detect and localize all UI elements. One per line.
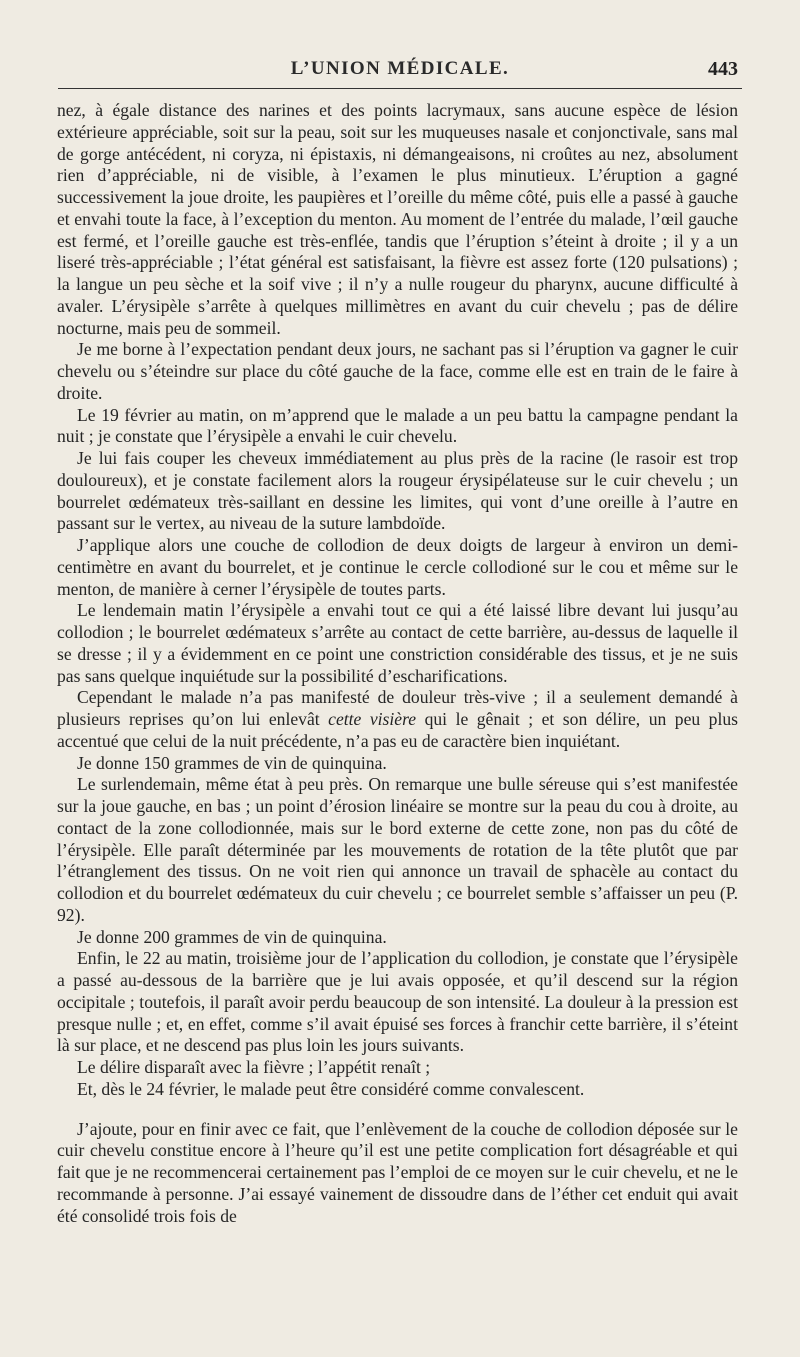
emphasis-text: cette visière xyxy=(328,709,417,729)
paragraph: J’applique alors une couche de collodion de deux doigts de largeur à environ un demi-centimètre en avant du bourrelet, et je continue le cercle collodioné sur le cou et même sur le menton, de manière à cerner l’érysipèle de toutes parts. xyxy=(57,535,738,599)
paragraph-text: qui le gênait ; et son délire, un peu plus accentué que celui de la nuit précédente, n’a pas eu de caractère bien inquiétant. xyxy=(57,709,739,751)
paragraph: Je me borne à l’expectation pendant deux jours, ne sachant pas si l’éruption va gagner le cuir chevelu ou s’éteindre sur place du côté gauche de la face, comme elle est en train de le faire à droite. xyxy=(57,339,738,403)
running-header xyxy=(0,54,800,84)
paragraph: nez, à égale distance des narines et des points lacrymaux, sans aucune espèce de lésion extérieure appréciable, soit sur la peau, soit sur les muqueuses nasale et conjonctivale, sans mal de gorge antécédent, ni coryza, ni épistaxis, ni démangeaisons, ni croûtes au nez, absolument rien d’appréciable, ni de visible, à l’examen le plus minutieux. L’éruption a gagné successivement la joue droite, les paupières et l’oreille du même côté, puis elle a passé à gauche et envahi toute la face, à l’exception du menton. Au moment de l’entrée du malade, l’œil gauche est fermé, et l’oreille gauche est très-enflée, tandis que l’éruption s’éteint à droite ; il y a un liseré très-appréciable ; l’état général est satisfaisant, la fièvre est assez forte (120 pulsations) ; la langue un peu sèche et la soif vive ; il n’y a nulle rougeur du pharynx, aucune difficulté à avaler. L’érysipèle s’arrête à quelques millimètres en avant du cuir chevelu ; pas de délire nocturne, mais peu de sommeil. xyxy=(57,100,738,338)
paragraph: Je donne 200 grammes de vin de quinquina. xyxy=(77,926,387,947)
paragraph: Le 19 février au matin, on m’apprend que le malade a un peu battu la campagne pendant la nuit ; je constate que l’érysipèle a envahi le cuir chevelu. xyxy=(57,404,738,447)
paragraph: Et, dès le 24 février, le malade peut être considéré comme convalescent. xyxy=(77,1078,585,1099)
paragraph: J’ajoute, pour en finir avec ce fait, que l’enlèvement de la couche de collodion déposée sur le cuir chevelu constitue encore à l’heure qu’il est une petite complication fort désagréable et qui fait que je ne recommencerai certainement pas l’emploi de ce moyen sur le cuir chevelu, et ne le recommande à personne. J’ai essayé vainement de dissoudre dans de l’éther cet enduit qui avait été consolidé trois fois de xyxy=(57,1118,738,1226)
journal-title: L’UNION MÉDICALE. xyxy=(290,58,510,79)
paragraph: Le lendemain matin l’érysipèle a envahi tout ce qui a été laissé libre devant lui jusqu’au collodion ; le bourrelet œdémateux s’arrête au contact de cette barrière, au-dessus de laquelle il se dresse ; il y a évidemment en ce point une constriction considérable des tissus, et je ne suis pas sans quelque inquiétude sur la possibilité d’escharifications. xyxy=(57,600,738,686)
article-body xyxy=(57,100,738,1227)
paragraph: Le délire disparaît avec la fièvre ; l’appétit renaît ; xyxy=(77,1057,431,1077)
paragraph-text: Cependant le malade n’a pas manifesté de douleur très-vive ; il a seulement demandé à plusieurs reprises qu’on lui enlevât xyxy=(57,687,738,729)
header-rule xyxy=(58,88,742,89)
paragraph xyxy=(57,687,738,752)
paragraph: Enfin, le 22 au matin, troisième jour de l’application du collodion, je constate que l’érysipèle a passé au-dessous de la barrière que je lui avais opposée, et qu’il descend sur la région occipitale ; toutefois, il paraît avoir perdu beaucoup de son intensité. La douleur à la pression est presque nulle ; et, en effet, comme s’il avait épuisé ses forces à franchir cette barrière, il s’éteint là sur place, et ne descend pas plus loin les jours suivants. xyxy=(57,948,738,1056)
paragraph: Je lui fais couper les cheveux immédiatement au plus près de la racine (le rasoir est trop douloureux), et je constate facilement alors la rougeur érysipélateuse sur le cuir chevelu ; un bourrelet œdémateux très-saillant en dessine les limites, qui vont d’une oreille à l’autre en passant sur le vertex, au niveau de la suture lambdoïde. xyxy=(57,448,738,534)
paragraph: Je donne 150 grammes de vin de quinquina. xyxy=(77,752,387,773)
page-number: 443 xyxy=(708,58,738,80)
paragraph: Le surlendemain, même état à peu près. On remarque une bulle séreuse qui s’est manifestée sur la joue gauche, en bas ; un point d’érosion linéaire se montre sur la peau du cou à droite, au contact de la zone collodionnée, mais sur le bord externe de cette zone, non pas du côté de l’érysipèle. Elle paraît déterminée par les mouvements de rotation de la tête plutôt que par l’étranglement des tissus. On ne voit rien qui annonce un travail de sphacèle au contact du collodion et du bourrelet œdémateux du cuir chevelu ; ce bourrelet semble s’affaisser un peu (P. 92). xyxy=(57,774,738,925)
